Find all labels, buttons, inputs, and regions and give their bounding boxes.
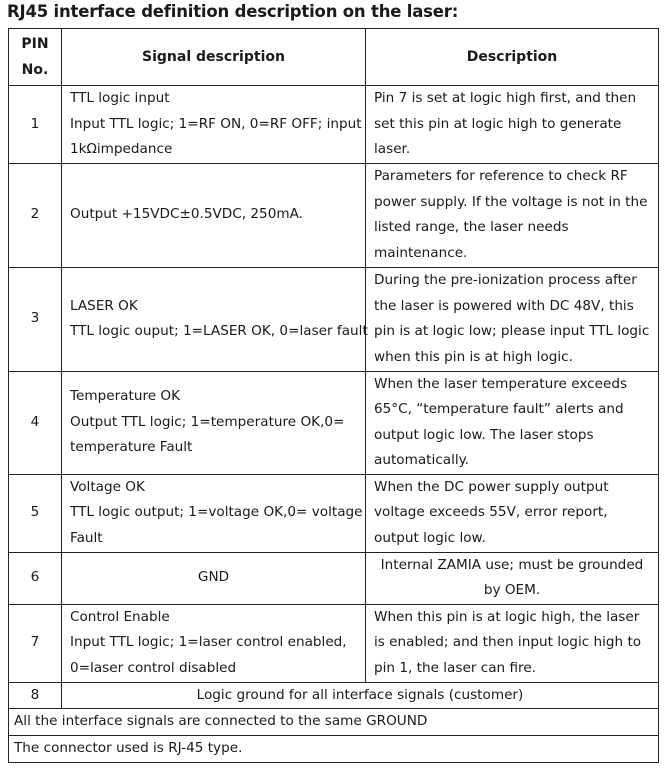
signal-cell bbox=[62, 552, 366, 604]
table-row bbox=[9, 86, 659, 164]
pin-header-line2: No. bbox=[21, 62, 49, 78]
signal-line: TTL logic input bbox=[70, 90, 170, 106]
pin-no-header bbox=[9, 29, 62, 86]
pin-number: 1 bbox=[9, 86, 62, 164]
table-row bbox=[9, 163, 659, 267]
connector-note: The connector used is RJ-45 type. bbox=[9, 736, 659, 763]
table-row bbox=[9, 604, 659, 682]
description-cell: When the DC power supply output voltage exceeds 55V, error report, output logic low. bbox=[366, 474, 659, 552]
description-cell: When this pin is at logic high, the laser is enabled; and then input logic high to pin 1, the laser can fire. bbox=[366, 604, 659, 682]
signal-line: Fault bbox=[70, 529, 103, 546]
description-cell: Parameters for reference to check RF power supply. If the voltage is not in the listed range, the laser needs maintenance. bbox=[366, 163, 659, 267]
description-cell: When the laser temperature exceeds 65°C, “temperature fault” alerts and output logic low. The laser stops automatically. bbox=[366, 371, 659, 474]
pin-header-line1: PIN bbox=[21, 36, 49, 52]
signal-line: Temperature OK bbox=[70, 388, 181, 405]
pin-number: 6 bbox=[9, 552, 62, 604]
description-cell: Internal ZAMIA use; must be grounded by OEM. bbox=[366, 552, 659, 604]
signal-line: TTL logic output; 1=voltage OK,0= voltage bbox=[70, 504, 363, 521]
signal-line: temperature Fault bbox=[70, 439, 193, 456]
signal-line: Output TTL logic; 1=temperature OK,0= bbox=[70, 413, 345, 430]
signal-line: Output +15VDC±0.5VDC, 250mA. bbox=[70, 206, 303, 223]
signal-cell bbox=[62, 86, 366, 164]
table-row bbox=[9, 371, 659, 474]
signal-line: Control Enable bbox=[70, 608, 170, 625]
pin-number: 4 bbox=[9, 371, 62, 474]
signal-cell bbox=[62, 474, 366, 552]
description-cell: Pin 7 is set at logic high first, and then set this pin at logic high to generate laser. bbox=[366, 86, 659, 164]
table-row bbox=[9, 552, 659, 604]
description-header: Description bbox=[366, 29, 659, 86]
table-row bbox=[9, 682, 659, 709]
pin-number: 7 bbox=[9, 604, 62, 682]
signal-line: TTL logic ouput; 1=LASER OK, 0=laser fault bbox=[70, 323, 368, 339]
table-header-row bbox=[9, 29, 659, 86]
table-row bbox=[9, 267, 659, 371]
pin-number: 5 bbox=[9, 474, 62, 552]
note-row bbox=[9, 709, 659, 736]
logic-ground-cell: Logic ground for all interface signals (customer) bbox=[62, 682, 659, 709]
note-row bbox=[9, 736, 659, 763]
signal-line: LASER OK bbox=[70, 297, 138, 314]
signal-line: Input TTL logic; 1=RF ON, 0=RF OFF; input bbox=[70, 115, 362, 132]
pin-number: 2 bbox=[9, 163, 62, 267]
pin-number: 3 bbox=[9, 267, 62, 371]
signal-line: 0=laser control disabled bbox=[70, 659, 237, 676]
table-row bbox=[9, 474, 659, 552]
signal-cell bbox=[62, 371, 366, 474]
page-title: RJ45 interface definition description on the laser: bbox=[7, 2, 459, 21]
signal-line: Voltage OK bbox=[70, 478, 145, 495]
signal-description-header: Signal description bbox=[62, 29, 366, 86]
signal-line: Input TTL logic; 1=laser control enabled, bbox=[70, 634, 347, 651]
signal-cell bbox=[62, 604, 366, 682]
signal-line: 1kΩimpedance bbox=[70, 141, 173, 157]
signal-cell bbox=[62, 267, 366, 371]
ground-note: All the interface signals are connected to the same GROUND bbox=[9, 709, 659, 736]
signal-line: GND bbox=[197, 569, 230, 586]
rj45-pin-table bbox=[8, 28, 659, 763]
pin-number: 8 bbox=[9, 682, 62, 709]
signal-cell bbox=[62, 163, 366, 267]
description-cell: During the pre-ionization process after the laser is powered with DC 48V, this pin is at logic low; please input TTL logic when this pin is at high logic. bbox=[366, 267, 659, 371]
